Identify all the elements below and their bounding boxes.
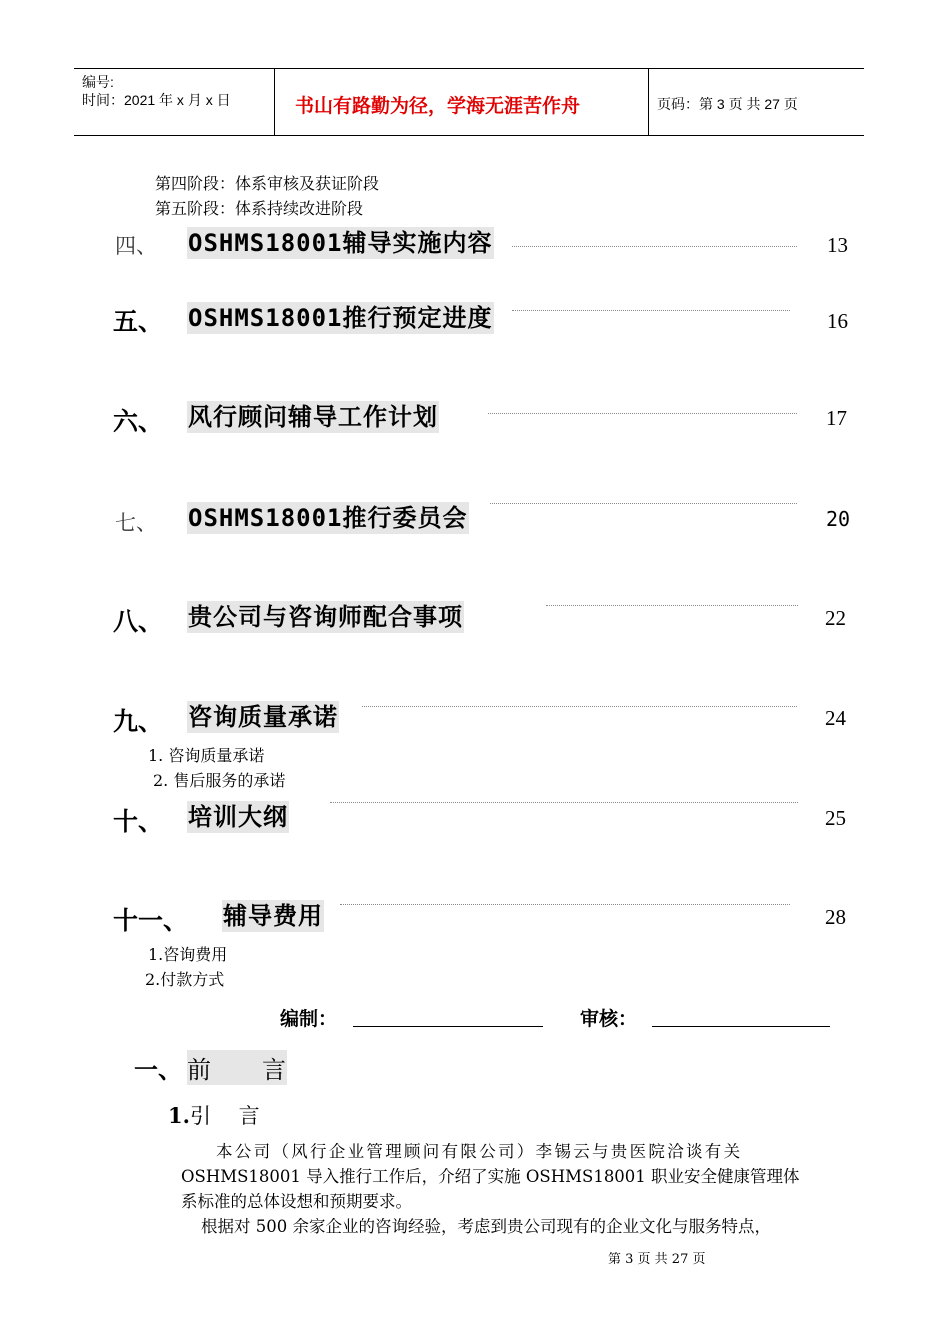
stage-five: 第五阶段：体系持续改进阶段 [155,199,364,218]
toc-page-6: 17 [826,406,847,430]
toc-number-5: 五、 [113,307,164,336]
toc-title-8[interactable]: 贵公司与咨询师配合事项 [188,603,463,631]
toc-number-8: 八、 [113,607,164,636]
toc-number-7: 七、 [115,511,157,535]
body-line-3: 系标准的总体设想和预期要求。 [181,1192,412,1211]
header-page-info: 页码：第 3 页 共 27 页 [657,96,798,112]
document-number-label: 编号: [82,74,114,90]
header-border-top [74,68,864,69]
toc-number-6: 六、 [113,407,164,436]
toc-number-11: 十一、 [113,906,189,935]
section-number: 一、 [134,1056,182,1084]
toc-page-4: 13 [827,233,848,257]
toc-page-8: 22 [825,606,846,630]
toc-page-7: 20 [826,507,851,531]
toc-title-11[interactable]: 辅导费用 [223,902,323,930]
body-line-4: 根据对 500 余家企业的咨询经验，考虑到贵公司现有的企业文化与服务特点， [201,1217,771,1236]
intro-heading [168,1100,260,1130]
intro-heading-number: 1. [168,1103,190,1128]
toc-leader-10 [330,802,798,803]
toc-number-4: 四、 [115,234,157,258]
toc-leader-11 [340,904,790,905]
toc-number-9: 九、 [113,707,164,736]
header-motto: 书山有路勤为径，学海无涯苦作舟 [295,95,581,117]
reviewed-by-label: 审核： [580,1008,638,1030]
toc-leader-5 [512,310,790,311]
toc-leader-7 [490,503,797,504]
fees-sub-item-1: 1.咨询费用 [148,945,228,964]
toc-page-11: 28 [825,905,846,929]
header-border-bottom [74,135,864,136]
page-footer: 第 3 页 共 27 页 [608,1252,706,1267]
toc-title-9[interactable]: 咨询质量承诺 [188,703,338,731]
quality-sub-item-1: 1. 咨询质量承诺 [148,746,265,765]
toc-title-5[interactable]: OSHMS18001推行预定进度 [188,304,493,332]
toc-leader-4 [512,246,797,247]
toc-title-7[interactable]: OSHMS18001推行委员会 [188,504,468,532]
stage-four: 第四阶段：体系审核及获证阶段 [155,174,380,193]
toc-number-10: 十、 [113,807,164,836]
toc-page-10: 25 [825,806,846,830]
section-title: 前 言 [187,1050,287,1085]
body-line-2: OSHMS18001 导入推行工作后，介绍了实施 OSHMS18001 职业安全健康管理体 [181,1167,800,1186]
document-date: 时间：2021 年 x 月 x 日 [82,92,231,108]
prepared-by-label: 编制： [280,1008,338,1030]
reviewed-by-blank[interactable] [652,1026,830,1027]
prepared-by-blank[interactable] [353,1026,543,1027]
toc-leader-9 [362,706,797,707]
intro-heading-text: 引 言 [189,1104,260,1128]
fees-sub-item-2: 2.付款方式 [145,970,225,989]
header-divider-left [274,68,275,136]
toc-page-9: 24 [825,706,846,730]
quality-sub-item-2: 2. 售后服务的承诺 [153,771,286,790]
header-divider-right [648,68,649,136]
body-line-1: 本公司（风行企业管理顾问有限公司）李锡云与贵医院洽谈有关 [216,1142,743,1161]
toc-leader-6 [488,413,797,414]
toc-title-4[interactable]: OSHMS18001辅导实施内容 [188,229,493,257]
toc-title-6[interactable]: 风行顾问辅导工作计划 [188,403,438,431]
toc-leader-8 [546,605,798,606]
toc-page-5: 16 [827,309,848,333]
toc-title-10[interactable]: 培训大纲 [188,803,288,831]
